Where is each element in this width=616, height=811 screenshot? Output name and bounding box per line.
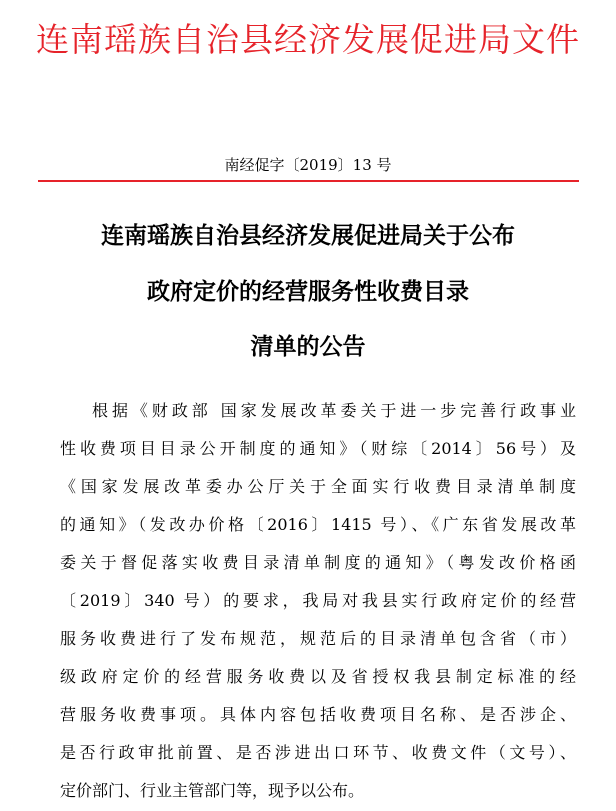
red-separator-rule [38, 180, 579, 182]
body-paragraph-line: 服务收费进行了发布规范，规范后的目录清单包含省（市） [60, 629, 576, 648]
document-masthead: 连南瑶族自治县经济发展促进局文件 [36, 20, 580, 59]
body-paragraph-line: 的通知》（发改办价格〔2016〕1415 号）、《广东省发展改革 [60, 515, 576, 534]
document-number: 南经促字〔2019〕13 号 [224, 156, 392, 174]
document-title-line-1: 连南瑶族自治县经济发展促进局关于公布 [101, 223, 515, 249]
document-title-line-2: 政府定价的经营服务性收费目录 [147, 279, 469, 305]
body-paragraph-line: 是否行政审批前置、是否涉进出口环节、收费文件（文号）、 [60, 743, 576, 762]
body-paragraph-line: 级政府定价的经营服务收费以及省授权我县制定标准的经 [60, 667, 576, 686]
document-title-line-3: 清单的公告 [250, 334, 366, 360]
body-paragraph-line: 性收费项目目录公开制度的通知》（财综〔2014〕56号）及 [60, 439, 576, 458]
body-paragraph-line: 定价部门、行业主管部门等，现予以公布。 [60, 781, 365, 800]
body-paragraph-line: 《国家发展改革委办公厅关于全面实行收费目录清单制度 [60, 477, 576, 496]
body-paragraph-line: 〔2019〕340 号）的要求，我局对我县实行政府定价的经营 [60, 591, 576, 610]
body-paragraph-line: 营服务收费事项。具体内容包括收费项目名称、是否涉企、 [60, 705, 576, 724]
body-paragraph-line: 根据《财政部 国家发展改革委关于进一步完善行政事业 [92, 401, 576, 420]
body-paragraph-line: 委关于督促落实收费目录清单制度的通知》（粤发改价格函 [60, 553, 576, 572]
